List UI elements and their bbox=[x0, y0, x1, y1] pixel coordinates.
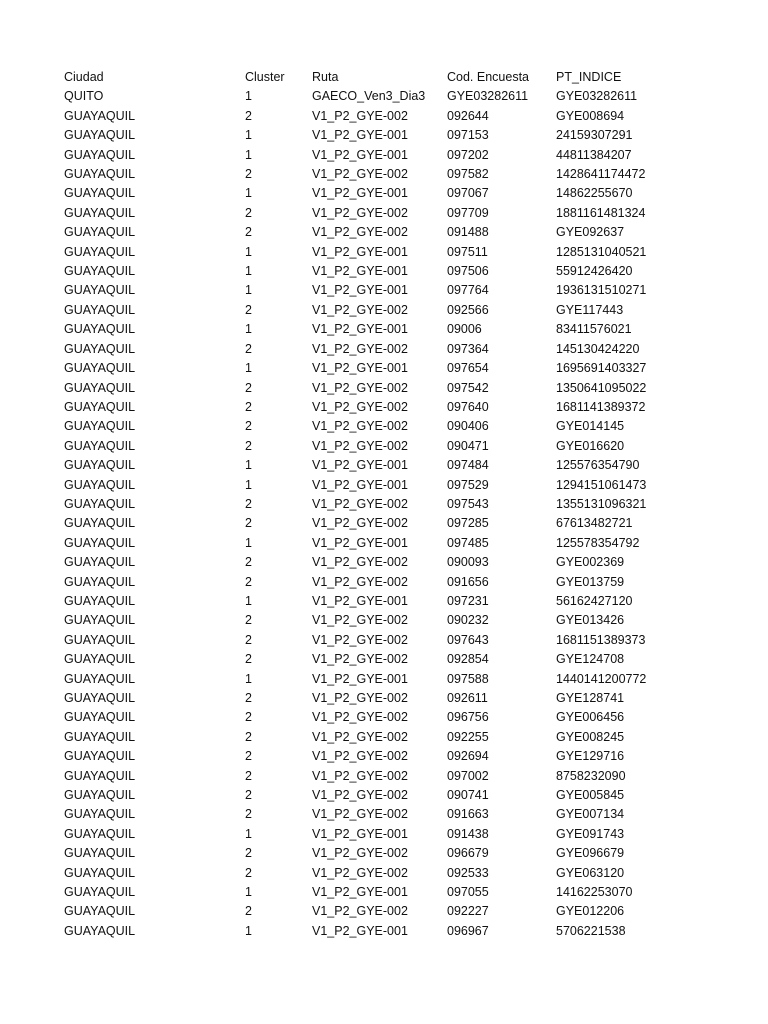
table-row bbox=[0, 922, 696, 941]
cell-ruta: V1_P2_GYE-001 bbox=[312, 186, 408, 201]
cell-cod-encuesta: 097285 bbox=[447, 516, 489, 531]
cell-ciudad: GUAYAQUIL bbox=[64, 283, 136, 298]
cell-ruta: V1_P2_GYE-002 bbox=[312, 632, 408, 647]
header-row bbox=[0, 68, 696, 87]
cell-pt-indice: GYE007134 bbox=[556, 807, 625, 822]
cell-cod-encuesta: 097764 bbox=[447, 283, 489, 298]
cell-pt-indice: 1695691403327 bbox=[556, 361, 647, 376]
cell-pt-indice: 1294151061473 bbox=[556, 477, 647, 492]
table-row bbox=[0, 204, 696, 223]
cell-ciudad: GUAYAQUIL bbox=[64, 496, 136, 511]
cell-pt-indice: 1428641174472 bbox=[556, 167, 646, 182]
cell-ruta: V1_P2_GYE-002 bbox=[312, 108, 408, 123]
table-row bbox=[0, 126, 696, 145]
cell-ciudad: GUAYAQUIL bbox=[64, 438, 136, 453]
cell-ciudad: GUAYAQUIL bbox=[64, 419, 136, 434]
cell-pt-indice: GYE005845 bbox=[556, 788, 625, 803]
cell-cod-encuesta: 097231 bbox=[447, 593, 489, 608]
cell-cod-encuesta: 092644 bbox=[447, 108, 489, 123]
cell-pt-indice: GYE117443 bbox=[556, 302, 624, 317]
cell-pt-indice: 5706221538 bbox=[556, 923, 626, 938]
cell-pt-indice: GYE124708 bbox=[556, 652, 625, 667]
table-row bbox=[0, 883, 696, 902]
cell-pt-indice: 14162253070 bbox=[556, 885, 633, 900]
table-row bbox=[0, 476, 696, 495]
cell-pt-indice: GYE002369 bbox=[556, 555, 625, 570]
cell-ciudad: GUAYAQUIL bbox=[64, 574, 136, 589]
table-row bbox=[0, 340, 696, 359]
cell-ciudad: GUAYAQUIL bbox=[64, 322, 136, 337]
table-row bbox=[0, 243, 696, 262]
cell-cod-encuesta: 096679 bbox=[447, 846, 489, 861]
cell-ciudad: GUAYAQUIL bbox=[64, 128, 136, 143]
cell-ruta: V1_P2_GYE-002 bbox=[312, 768, 408, 783]
cell-cod-encuesta: 092854 bbox=[447, 652, 489, 667]
cell-pt-indice: 24159307291 bbox=[556, 128, 633, 143]
cell-ruta: V1_P2_GYE-002 bbox=[312, 438, 408, 453]
cell-cluster: 2 bbox=[245, 749, 252, 764]
table-row bbox=[0, 825, 696, 844]
header-ruta: Ruta bbox=[312, 70, 339, 84]
cell-ruta: V1_P2_GYE-002 bbox=[312, 613, 408, 628]
table-row bbox=[0, 534, 696, 553]
cell-pt-indice: 1881161481324 bbox=[556, 205, 646, 220]
cell-pt-indice: 8758232090 bbox=[556, 768, 626, 783]
header-pt-indice: PT_INDICE bbox=[556, 70, 622, 84]
cell-cluster: 2 bbox=[245, 865, 252, 880]
cell-pt-indice: 1681141389372 bbox=[556, 399, 646, 414]
cell-cluster: 1 bbox=[245, 89, 252, 104]
table-row bbox=[0, 631, 696, 650]
spreadsheet bbox=[0, 68, 768, 941]
table-body bbox=[0, 87, 696, 941]
cell-ciudad: GUAYAQUIL bbox=[64, 671, 136, 686]
cell-ciudad: GUAYAQUIL bbox=[64, 768, 136, 783]
cell-pt-indice: 1440141200772 bbox=[556, 671, 647, 686]
cell-ciudad: GUAYAQUIL bbox=[64, 826, 136, 841]
cell-cod-encuesta: 090232 bbox=[447, 613, 489, 628]
cell-cluster: 2 bbox=[245, 846, 252, 861]
cell-cluster: 2 bbox=[245, 341, 252, 356]
cell-pt-indice: GYE012206 bbox=[556, 904, 625, 919]
cell-ciudad: GUAYAQUIL bbox=[64, 244, 136, 259]
cell-ciudad: GUAYAQUIL bbox=[64, 593, 136, 608]
table-row bbox=[0, 320, 696, 339]
cell-cod-encuesta: 097511 bbox=[447, 244, 488, 259]
cell-ciudad: GUAYAQUIL bbox=[64, 885, 136, 900]
cell-ruta: V1_P2_GYE-001 bbox=[312, 264, 408, 279]
cell-cluster: 1 bbox=[245, 186, 252, 201]
cell-pt-indice: 125576354790 bbox=[556, 458, 640, 473]
cell-cluster: 2 bbox=[245, 768, 252, 783]
cell-cluster: 2 bbox=[245, 691, 252, 705]
cell-ruta: V1_P2_GYE-002 bbox=[312, 341, 408, 356]
cell-cluster: 2 bbox=[245, 167, 252, 182]
cell-ruta: GAECO_Ven3_Dia3 bbox=[312, 89, 426, 104]
cell-pt-indice: GYE096679 bbox=[556, 846, 625, 861]
cell-cluster: 2 bbox=[245, 438, 252, 453]
cell-ciudad: GUAYAQUIL bbox=[64, 516, 136, 531]
cell-ciudad: GUAYAQUIL bbox=[64, 807, 136, 822]
cell-ruta: V1_P2_GYE-001 bbox=[312, 826, 408, 841]
table-row bbox=[0, 689, 696, 708]
cell-cod-encuesta: 097153 bbox=[447, 128, 489, 143]
cell-cod-encuesta: 097364 bbox=[447, 341, 489, 356]
cell-cluster: 2 bbox=[245, 613, 252, 628]
table-row bbox=[0, 573, 696, 592]
cell-ruta: V1_P2_GYE-002 bbox=[312, 516, 408, 531]
cell-cod-encuesta: 097067 bbox=[447, 186, 489, 201]
table-row bbox=[0, 107, 696, 126]
cell-ciudad: GUAYAQUIL bbox=[64, 380, 136, 395]
cell-ciudad: GUAYAQUIL bbox=[64, 399, 136, 414]
cell-cluster: 2 bbox=[245, 205, 252, 220]
table-row bbox=[0, 301, 696, 320]
table-row bbox=[0, 728, 696, 747]
cell-ciudad: GUAYAQUIL bbox=[64, 788, 136, 803]
table-row bbox=[0, 359, 696, 378]
cell-cluster: 2 bbox=[245, 788, 252, 803]
cell-pt-indice: GYE016620 bbox=[556, 438, 625, 453]
cell-cod-encuesta: 092227 bbox=[447, 904, 489, 919]
cell-cod-encuesta: 097506 bbox=[447, 264, 489, 279]
cell-cluster: 1 bbox=[245, 147, 252, 162]
cell-cluster: 1 bbox=[245, 128, 252, 143]
cell-cluster: 2 bbox=[245, 516, 252, 531]
cell-cod-encuesta: 091656 bbox=[447, 574, 489, 589]
cell-ciudad: GUAYAQUIL bbox=[64, 225, 136, 240]
cell-ciudad: GUAYAQUIL bbox=[64, 302, 136, 317]
cell-ruta: V1_P2_GYE-002 bbox=[312, 167, 408, 182]
table-row bbox=[0, 902, 696, 921]
cell-cod-encuesta: 092566 bbox=[447, 302, 489, 317]
table-row bbox=[0, 437, 696, 456]
cell-ciudad: GUAYAQUIL bbox=[64, 904, 136, 919]
cell-pt-indice: 1355131096321 bbox=[556, 496, 647, 511]
cell-ruta: V1_P2_GYE-001 bbox=[312, 593, 408, 608]
cell-pt-indice: GYE006456 bbox=[556, 710, 625, 725]
cell-cod-encuesta: 092533 bbox=[447, 865, 489, 880]
cell-pt-indice: 1350641095022 bbox=[556, 380, 647, 395]
cell-ruta: V1_P2_GYE-002 bbox=[312, 399, 408, 414]
cell-cluster: 1 bbox=[245, 361, 252, 376]
cell-pt-indice: 125578354792 bbox=[556, 535, 640, 550]
table-row bbox=[0, 146, 696, 165]
cell-ruta: V1_P2_GYE-002 bbox=[312, 555, 408, 570]
cell-ciudad: GUAYAQUIL bbox=[64, 710, 136, 725]
cell-cluster: 2 bbox=[245, 555, 252, 570]
cell-cod-encuesta: 092694 bbox=[447, 749, 489, 764]
cell-ciudad: GUAYAQUIL bbox=[64, 147, 136, 162]
cell-ciudad: GUAYAQUIL bbox=[64, 361, 136, 376]
cell-ruta: V1_P2_GYE-001 bbox=[312, 322, 408, 337]
cell-ruta: V1_P2_GYE-002 bbox=[312, 652, 408, 667]
cell-pt-indice: GYE129716 bbox=[556, 749, 625, 764]
cell-ciudad: GUAYAQUIL bbox=[64, 341, 136, 356]
cell-ciudad: GUAYAQUIL bbox=[64, 691, 136, 705]
cell-cluster: 2 bbox=[245, 652, 252, 667]
data-table bbox=[0, 68, 696, 941]
cell-ruta: V1_P2_GYE-002 bbox=[312, 729, 408, 744]
table-row bbox=[0, 650, 696, 669]
cell-cluster: 2 bbox=[245, 574, 252, 589]
cell-cluster: 2 bbox=[245, 380, 252, 395]
cell-cod-encuesta: 097588 bbox=[447, 671, 489, 686]
cell-ruta: V1_P2_GYE-001 bbox=[312, 535, 408, 550]
cell-cod-encuesta: 091488 bbox=[447, 225, 489, 240]
cell-cluster: 2 bbox=[245, 729, 252, 744]
cell-cod-encuesta: 097002 bbox=[447, 768, 489, 783]
table-row bbox=[0, 262, 696, 281]
cell-cod-encuesta: 097643 bbox=[447, 632, 489, 647]
cell-cod-encuesta: 097542 bbox=[447, 380, 489, 395]
header-cluster: Cluster bbox=[245, 70, 285, 84]
cell-cod-encuesta: 097654 bbox=[447, 361, 489, 376]
cell-cod-encuesta: 091663 bbox=[447, 807, 489, 822]
cell-ciudad: GUAYAQUIL bbox=[64, 264, 136, 279]
cell-ruta: V1_P2_GYE-002 bbox=[312, 807, 408, 822]
cell-ruta: V1_P2_GYE-002 bbox=[312, 788, 408, 803]
cell-cod-encuesta: 090093 bbox=[447, 555, 489, 570]
cell-cluster: 2 bbox=[245, 904, 252, 919]
cell-pt-indice: 55912426420 bbox=[556, 264, 633, 279]
cell-pt-indice: 67613482721 bbox=[556, 516, 633, 531]
cell-cluster: 1 bbox=[245, 244, 252, 259]
cell-cod-encuesta: 097055 bbox=[447, 885, 489, 900]
cell-ciudad: GUAYAQUIL bbox=[64, 477, 136, 492]
cell-ciudad: GUAYAQUIL bbox=[64, 865, 136, 880]
cell-ruta: V1_P2_GYE-001 bbox=[312, 885, 408, 900]
cell-ruta: V1_P2_GYE-002 bbox=[312, 496, 408, 511]
cell-ruta: V1_P2_GYE-001 bbox=[312, 147, 408, 162]
table-row bbox=[0, 184, 696, 203]
cell-cluster: 1 bbox=[245, 477, 252, 492]
cell-ruta: V1_P2_GYE-001 bbox=[312, 244, 408, 259]
cell-cluster: 1 bbox=[245, 535, 252, 550]
cell-cod-encuesta: 09006 bbox=[447, 322, 482, 337]
cell-ciudad: GUAYAQUIL bbox=[64, 555, 136, 570]
cell-pt-indice: GYE091743 bbox=[556, 826, 625, 841]
cell-cluster: 2 bbox=[245, 496, 252, 511]
table-row bbox=[0, 611, 696, 630]
cell-cod-encuesta: GYE03282611 bbox=[447, 89, 529, 104]
cell-ciudad: GUAYAQUIL bbox=[64, 923, 136, 938]
cell-cod-encuesta: 096967 bbox=[447, 923, 489, 938]
cell-pt-indice: 14862255670 bbox=[556, 186, 633, 201]
cell-ciudad: GUAYAQUIL bbox=[64, 535, 136, 550]
cell-ciudad: GUAYAQUIL bbox=[64, 632, 136, 647]
table-row bbox=[0, 553, 696, 572]
cell-cluster: 2 bbox=[245, 302, 252, 317]
cell-cluster: 1 bbox=[245, 264, 252, 279]
cell-ruta: V1_P2_GYE-002 bbox=[312, 419, 408, 434]
cell-cluster: 1 bbox=[245, 322, 252, 337]
table-row bbox=[0, 456, 696, 475]
cell-pt-indice: 44811384207 bbox=[556, 147, 632, 162]
cell-ciudad: QUITO bbox=[64, 89, 104, 104]
cell-pt-indice: GYE008245 bbox=[556, 729, 625, 744]
header-cod-encuesta: Cod. Encuesta bbox=[447, 70, 529, 84]
cell-ruta: V1_P2_GYE-002 bbox=[312, 904, 408, 919]
cell-ruta: V1_P2_GYE-001 bbox=[312, 923, 408, 938]
cell-cod-encuesta: 097709 bbox=[447, 205, 489, 220]
table-row bbox=[0, 708, 696, 727]
cell-ruta: V1_P2_GYE-002 bbox=[312, 225, 408, 240]
cell-ciudad: GUAYAQUIL bbox=[64, 205, 136, 220]
cell-cod-encuesta: 096756 bbox=[447, 710, 489, 725]
table-row bbox=[0, 747, 696, 766]
table-row bbox=[0, 786, 696, 805]
cell-pt-indice: 83411576021 bbox=[556, 322, 632, 337]
cell-cod-encuesta: 090471 bbox=[447, 438, 489, 453]
cell-cluster: 2 bbox=[245, 399, 252, 414]
cell-cluster: 2 bbox=[245, 632, 252, 647]
table-row bbox=[0, 514, 696, 533]
cell-pt-indice: GYE128741 bbox=[556, 691, 625, 705]
cell-pt-indice: GYE063120 bbox=[556, 865, 625, 880]
cell-cluster: 2 bbox=[245, 710, 252, 725]
table-row bbox=[0, 864, 696, 883]
cell-ciudad: GUAYAQUIL bbox=[64, 458, 136, 473]
cell-cluster: 1 bbox=[245, 885, 252, 900]
cell-cod-encuesta: 097582 bbox=[447, 167, 489, 182]
cell-pt-indice: 56162427120 bbox=[556, 593, 633, 608]
cell-cod-encuesta: 090741 bbox=[447, 788, 489, 803]
cell-ruta: V1_P2_GYE-001 bbox=[312, 283, 408, 298]
cell-pt-indice: GYE013759 bbox=[556, 574, 625, 589]
cell-cluster: 1 bbox=[245, 458, 252, 473]
cell-cluster: 1 bbox=[245, 593, 252, 608]
cell-ciudad: GUAYAQUIL bbox=[64, 167, 136, 182]
cell-ruta: V1_P2_GYE-002 bbox=[312, 205, 408, 220]
table-row bbox=[0, 417, 696, 436]
cell-ruta: V1_P2_GYE-002 bbox=[312, 710, 408, 725]
cell-cod-encuesta: 092611 bbox=[447, 691, 488, 705]
cell-ruta: V1_P2_GYE-001 bbox=[312, 477, 408, 492]
table-row bbox=[0, 87, 696, 106]
cell-cod-encuesta: 097484 bbox=[447, 458, 489, 473]
cell-cluster: 2 bbox=[245, 419, 252, 434]
table-row bbox=[0, 844, 696, 863]
cell-ciudad: GUAYAQUIL bbox=[64, 749, 136, 764]
cell-cod-encuesta: 092255 bbox=[447, 729, 489, 744]
cell-ruta: V1_P2_GYE-001 bbox=[312, 671, 408, 686]
cell-ruta: V1_P2_GYE-002 bbox=[312, 749, 408, 764]
cell-ruta: V1_P2_GYE-001 bbox=[312, 128, 408, 143]
cell-cluster: 2 bbox=[245, 108, 252, 123]
cell-pt-indice: 145130424220 bbox=[556, 341, 640, 356]
cell-cod-encuesta: 090406 bbox=[447, 419, 489, 434]
cell-cluster: 1 bbox=[245, 826, 252, 841]
table-row bbox=[0, 495, 696, 514]
cell-pt-indice: 1936131510271 bbox=[556, 283, 647, 298]
cell-cluster: 1 bbox=[245, 283, 252, 298]
cell-ciudad: GUAYAQUIL bbox=[64, 613, 136, 628]
cell-ruta: V1_P2_GYE-002 bbox=[312, 865, 408, 880]
cell-ruta: V1_P2_GYE-002 bbox=[312, 846, 408, 861]
cell-pt-indice: GYE013426 bbox=[556, 613, 625, 628]
table-row bbox=[0, 223, 696, 242]
cell-pt-indice: GYE008694 bbox=[556, 108, 625, 123]
cell-pt-indice: 1285131040521 bbox=[556, 244, 647, 259]
table-row bbox=[0, 767, 696, 786]
cell-cod-encuesta: 091438 bbox=[447, 826, 489, 841]
table-row bbox=[0, 592, 696, 611]
cell-pt-indice: 1681151389373 bbox=[556, 632, 646, 647]
cell-cod-encuesta: 097485 bbox=[447, 535, 489, 550]
cell-ciudad: GUAYAQUIL bbox=[64, 846, 136, 861]
cell-ciudad: GUAYAQUIL bbox=[64, 652, 136, 667]
table-row bbox=[0, 379, 696, 398]
cell-ruta: V1_P2_GYE-001 bbox=[312, 361, 408, 376]
cell-ruta: V1_P2_GYE-002 bbox=[312, 302, 408, 317]
cell-ruta: V1_P2_GYE-001 bbox=[312, 458, 408, 473]
cell-pt-indice: GYE014145 bbox=[556, 419, 625, 434]
cell-cod-encuesta: 097202 bbox=[447, 147, 489, 162]
cell-ciudad: GUAYAQUIL bbox=[64, 729, 136, 744]
cell-ciudad: GUAYAQUIL bbox=[64, 108, 136, 123]
cell-ciudad: GUAYAQUIL bbox=[64, 186, 136, 201]
cell-cod-encuesta: 097529 bbox=[447, 477, 489, 492]
cell-ruta: V1_P2_GYE-002 bbox=[312, 380, 408, 395]
cell-cluster: 2 bbox=[245, 807, 252, 822]
table-row bbox=[0, 670, 696, 689]
cell-cod-encuesta: 097543 bbox=[447, 496, 489, 511]
cell-ruta: V1_P2_GYE-002 bbox=[312, 691, 408, 705]
cell-cluster: 1 bbox=[245, 671, 252, 686]
cell-cod-encuesta: 097640 bbox=[447, 399, 489, 414]
table-row bbox=[0, 805, 696, 824]
cell-pt-indice: GYE03282611 bbox=[556, 89, 638, 104]
cell-pt-indice: GYE092637 bbox=[556, 225, 625, 240]
cell-cluster: 2 bbox=[245, 225, 252, 240]
table-row bbox=[0, 398, 696, 417]
header-ciudad: Ciudad bbox=[64, 70, 104, 84]
cell-ruta: V1_P2_GYE-002 bbox=[312, 574, 408, 589]
table-row bbox=[0, 281, 696, 300]
table-row bbox=[0, 165, 696, 184]
cell-cluster: 1 bbox=[245, 923, 252, 938]
